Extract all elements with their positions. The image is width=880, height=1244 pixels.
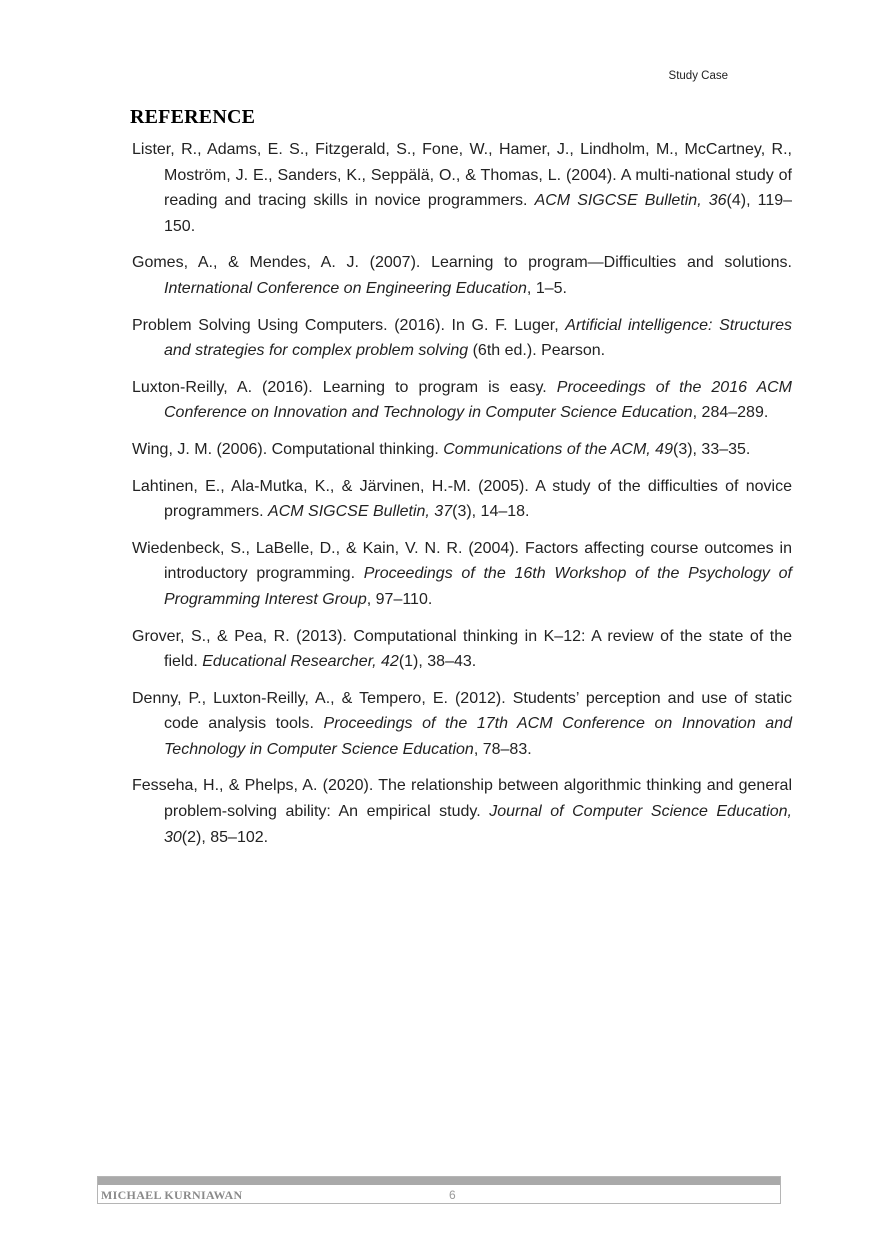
reference-entry — [132, 686, 792, 763]
reference-source: Communications of the ACM, 49 — [443, 440, 673, 458]
reference-text: , 78–83. — [473, 740, 532, 758]
page-number: 6 — [449, 1188, 456, 1202]
reference-source: ACM SIGCSE Bulletin, 36 — [534, 192, 727, 210]
reference-source: Artificial intelligence: Structures and strategies for complex problem solving — [164, 316, 793, 360]
reference-text: Luxton-Reilly, A. (2016). Learning to program is easy. — [132, 378, 557, 396]
page-footer — [97, 1176, 781, 1204]
reference-entry — [132, 250, 792, 301]
reference-text: , 1–5. — [526, 279, 567, 297]
reference-source: ACM SIGCSE Bulletin, 37 — [268, 503, 453, 521]
reference-text: Lahtinen, E., Ala-Mutka, K., & Järvinen, H.-M. (2005). A study of the difficulties of novice programmers. — [132, 477, 792, 521]
reference-source: Proceedings of the 17th ACM Conference on Innovation and Technology in Computer Science Education — [164, 715, 793, 758]
footer-bar — [98, 1177, 780, 1185]
reference-text: (4), 119–150. — [164, 192, 793, 235]
reference-source: Journal of Computer Science Education, 30 — [164, 803, 792, 846]
reference-text: , 284–289. — [692, 404, 769, 422]
section-title: REFERENCE — [130, 106, 256, 128]
reference-entry — [132, 536, 792, 613]
reference-text: , 97–110. — [366, 590, 433, 608]
reference-entry — [132, 375, 792, 426]
reference-source: Proceedings of the 16th Workshop of the Psychology of Programming Interest Group — [164, 565, 792, 608]
reference-text: Gomes, A., & Mendes, A. J. (2007). Learning to program—Difficulties and solutions. — [132, 254, 792, 272]
reference-source: International Conference on Engineering Education — [164, 279, 527, 297]
reference-entry — [132, 313, 792, 364]
reference-text: (1), 38–43. — [398, 653, 477, 671]
reference-text: Fesseha, H., & Phelps, A. (2020). The relationship between algorithmic thinking and general problem-solving ability: An empirical study. — [132, 777, 792, 821]
reference-text: Wing, J. M. (2006). Computational thinking. — [132, 440, 444, 458]
reference-entry — [132, 474, 792, 525]
reference-source: Proceedings of the 2016 ACM Conference on Innovation and Technology in Computer Science Education — [164, 378, 792, 422]
reference-text: (3), 14–18. — [452, 503, 530, 521]
reference-text: Grover, S., & Pea, R. (2013). Computational thinking in K–12: A review of the state of the field. — [132, 627, 792, 671]
reference-source: Educational Researcher, 42 — [202, 653, 399, 671]
reference-list — [132, 137, 792, 861]
reference-entry — [132, 624, 792, 675]
reference-text: Lister, R., Adams, E. S., Fitzgerald, S., Fone, W., Hamer, J., Lindholm, M., McCartney, R., Moström, J. E., Sanders, K., Seppälä, O., & Thomas, L. (2004). A multi-national study of reading and tracing skills in novice programmers. — [132, 141, 792, 210]
reference-entry — [132, 773, 792, 850]
reference-text: (6th ed.). Pearson. — [468, 342, 606, 360]
footer-author: MICHAEL KURNIAWAN — [101, 1188, 243, 1202]
reference-text: (3), 33–35. — [672, 440, 751, 458]
reference-text: Wiedenbeck, S., LaBelle, D., & Kain, V. N. R. (2004). Factors affecting course outcomes in introductory programming. — [132, 539, 792, 583]
reference-text: Denny, P., Luxton-Reilly, A., & Tempero, E. (2012). Students’ perception and use of static code analysis tools. — [132, 689, 792, 733]
reference-entry — [132, 137, 792, 239]
running-header: Study Case — [668, 70, 728, 82]
reference-text: Problem Solving Using Computers. (2016). In G. F. Luger, — [132, 316, 566, 334]
reference-text: (2), 85–102. — [181, 828, 269, 846]
reference-entry — [132, 437, 792, 463]
